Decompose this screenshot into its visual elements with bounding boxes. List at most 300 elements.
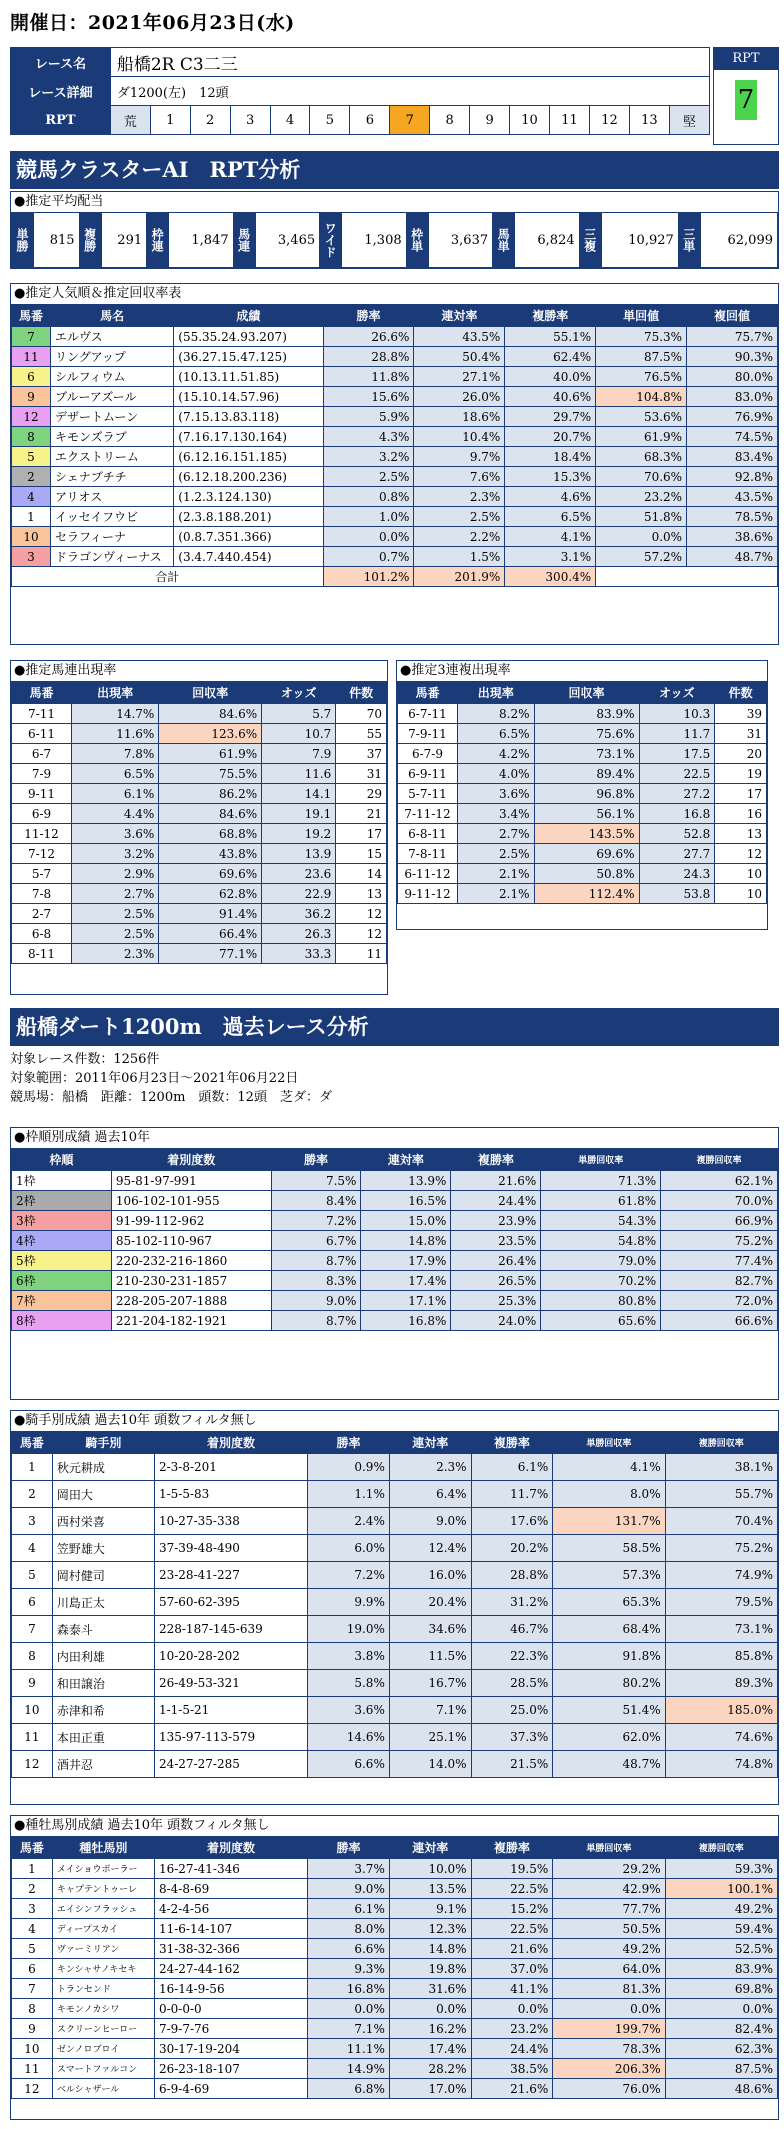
jockey-record: 26-49-53-321 <box>154 1670 307 1697</box>
jockey-rate: 6.6% <box>308 1751 390 1778</box>
sire-rate: 83.9% <box>665 1959 777 1979</box>
sire-rate: 49.2% <box>553 1939 665 1959</box>
sire-number: 4 <box>12 1919 53 1939</box>
umaren-cell: 17 <box>336 824 387 844</box>
jockey-rate: 25.0% <box>471 1697 553 1724</box>
sire-header: 着別度数 <box>154 1837 307 1859</box>
horse-number: 12 <box>12 407 51 427</box>
waku-caption: ●枠順別成績 過去10年 <box>14 1130 151 1145</box>
waku-rate: 23.5% <box>451 1231 541 1251</box>
umaren-header: 馬番 <box>12 682 72 704</box>
waku-rate: 54.3% <box>541 1211 661 1231</box>
jockey-header: 着別度数 <box>154 1432 307 1454</box>
waku-rate: 17.1% <box>361 1291 451 1311</box>
umaren-cell: 7-11 <box>12 704 72 724</box>
waku-row <box>12 1311 778 1331</box>
jockey-name: 笠野雄大 <box>52 1535 154 1562</box>
rpt-cell: 2 <box>190 106 230 135</box>
jockey-rate: 5.8% <box>308 1670 390 1697</box>
pop-fuku: 6.5% <box>505 507 596 527</box>
waku-header: 連対率 <box>361 1149 451 1171</box>
umaren-cell: 23.6 <box>262 864 336 884</box>
race-detail-label: レース詳細 <box>11 77 111 106</box>
umaren-cell: 36.2 <box>262 904 336 924</box>
jockey-header: 勝率 <box>308 1432 390 1454</box>
waku-name: 7枠 <box>12 1291 112 1311</box>
sanren-cell: 10.3 <box>639 704 715 724</box>
sire-record: 16-14-9-56 <box>154 1979 307 1999</box>
umaren-row <box>12 924 387 944</box>
waku-record: 228-205-207-1888 <box>111 1291 271 1311</box>
pop-ren: 18.6% <box>414 407 505 427</box>
pop-fk: 76.9% <box>687 407 778 427</box>
waku-row <box>12 1171 778 1191</box>
jockey-record: 2-3-8-201 <box>154 1454 307 1481</box>
sanren-cell: 50.8% <box>534 864 639 884</box>
sire-header: 勝率 <box>308 1837 390 1859</box>
jockey-number: 7 <box>12 1616 53 1643</box>
horse-name: エクストリーム <box>50 447 173 467</box>
pop-tan: 0.0% <box>596 527 687 547</box>
jockey-rate: 73.1% <box>665 1616 777 1643</box>
horse-record: (7.15.13.83.118) <box>174 407 323 427</box>
sire-rate: 81.3% <box>553 1979 665 1999</box>
pop-fuku: 4.6% <box>505 487 596 507</box>
popularity-box <box>10 283 779 645</box>
sanren-cell: 53.8 <box>639 884 715 904</box>
payout-table <box>11 212 778 268</box>
pop-fuku: 18.4% <box>505 447 596 467</box>
horse-number: 2 <box>12 467 51 487</box>
jockey-number: 4 <box>12 1535 53 1562</box>
sanren-cell: 83.9% <box>534 704 639 724</box>
sire-name: エイシンフラッシュ <box>52 1899 154 1919</box>
pop-win: 15.6% <box>323 387 414 407</box>
sanren-cell: 6-11-12 <box>398 864 458 884</box>
pop-fk: 74.5% <box>687 427 778 447</box>
waku-record: 221-204-182-1921 <box>111 1311 271 1331</box>
waku-rate: 25.3% <box>451 1291 541 1311</box>
waku-rate: 65.6% <box>541 1311 661 1331</box>
pop-fk: 90.3% <box>687 347 778 367</box>
jockey-record: 24-27-27-285 <box>154 1751 307 1778</box>
pop-row <box>12 467 778 487</box>
jockey-rate: 62.0% <box>553 1724 665 1751</box>
sanren-cell: 4.0% <box>458 764 535 784</box>
payout-value: 6,824 <box>515 213 580 268</box>
waku-rate: 7.2% <box>271 1211 361 1231</box>
waku-rate: 70.0% <box>661 1191 778 1211</box>
horse-name: ドラゴンヴィーナス <box>50 547 173 567</box>
jockey-row <box>12 1454 778 1481</box>
jockey-rate: 0.9% <box>308 1454 390 1481</box>
sanren-row <box>398 744 767 764</box>
pop-win: 1.0% <box>323 507 414 527</box>
sanren-cell: 10 <box>715 864 767 884</box>
sire-rate: 87.5% <box>665 2059 777 2079</box>
sanren-cell: 17 <box>715 784 767 804</box>
pop-header: 成績 <box>174 305 323 327</box>
sire-record: 31-38-32-366 <box>154 1939 307 1959</box>
sanren-cell: 17.5 <box>639 744 715 764</box>
popularity-table <box>11 304 778 587</box>
horse-number: 3 <box>12 547 51 567</box>
jockey-rate: 2.4% <box>308 1508 390 1535</box>
jockey-rate: 16.0% <box>389 1562 471 1589</box>
payout-label: 枠単 <box>406 213 428 268</box>
sanren-row <box>398 844 767 864</box>
waku-rate: 24.4% <box>451 1191 541 1211</box>
waku-header: 複勝回収率 <box>661 1149 778 1171</box>
waku-box <box>10 1127 779 1400</box>
pop-tan: 53.6% <box>596 407 687 427</box>
umaren-cell: 66.4% <box>159 924 262 944</box>
jockey-rate: 16.7% <box>389 1670 471 1697</box>
waku-rate: 17.4% <box>361 1271 451 1291</box>
waku-rate: 7.5% <box>271 1171 361 1191</box>
jockey-rate: 131.7% <box>553 1508 665 1535</box>
sire-rate: 19.5% <box>471 1859 553 1879</box>
umaren-cell: 84.6% <box>159 704 262 724</box>
jockey-number: 11 <box>12 1724 53 1751</box>
sire-rate: 21.6% <box>471 1939 553 1959</box>
pop-tan: 61.9% <box>596 427 687 447</box>
sanren-cell: 96.8% <box>534 784 639 804</box>
jockey-rate: 38.1% <box>665 1454 777 1481</box>
sire-rate: 49.2% <box>665 1899 777 1919</box>
rpt-cell: 堅 <box>669 106 709 135</box>
sire-table <box>11 1836 778 2099</box>
sanren-cell: 2.7% <box>458 824 535 844</box>
umaren-row <box>12 744 387 764</box>
waku-rate: 70.2% <box>541 1271 661 1291</box>
jockey-number: 12 <box>12 1751 53 1778</box>
sire-rate: 9.1% <box>389 1899 471 1919</box>
sanren-cell: 19 <box>715 764 767 784</box>
horse-record: (3.4.7.440.454) <box>174 547 323 567</box>
umaren-cell: 8-11 <box>12 944 72 964</box>
sanren-cell: 7-8-11 <box>398 844 458 864</box>
waku-rate: 8.7% <box>271 1311 361 1331</box>
pop-ren: 26.0% <box>414 387 505 407</box>
pop-ren: 43.5% <box>414 327 505 347</box>
umaren-row <box>12 784 387 804</box>
sire-record: 8-4-8-69 <box>154 1879 307 1899</box>
sanren-cell: 9-11-12 <box>398 884 458 904</box>
jockey-rate: 2.3% <box>389 1454 471 1481</box>
jockey-number: 2 <box>12 1481 53 1508</box>
sire-row <box>12 1859 778 1879</box>
payout-value: 62,099 <box>700 213 777 268</box>
waku-header: 複勝率 <box>451 1149 541 1171</box>
umaren-cell: 69.6% <box>159 864 262 884</box>
jockey-name: 岡田大 <box>52 1481 154 1508</box>
sanren-cell: 31 <box>715 724 767 744</box>
pop-ren: 2.3% <box>414 487 505 507</box>
past-count: 対象レース件数：1256件 <box>10 1052 160 1067</box>
pop-row <box>12 327 778 347</box>
sire-rate: 15.2% <box>471 1899 553 1919</box>
sanren-cell: 75.6% <box>534 724 639 744</box>
payout-value: 3,465 <box>255 213 320 268</box>
waku-rate: 80.8% <box>541 1291 661 1311</box>
sanren-row <box>398 824 767 844</box>
sire-rate: 22.5% <box>471 1879 553 1899</box>
sanren-cell: 4.2% <box>458 744 535 764</box>
sire-name: ヴァーミリアン <box>52 1939 154 1959</box>
sire-number: 1 <box>12 1859 53 1879</box>
rpt-box-label: RPT <box>714 48 778 70</box>
umaren-cell: 2-7 <box>12 904 72 924</box>
pop-win: 11.8% <box>323 367 414 387</box>
waku-name: 6枠 <box>12 1271 112 1291</box>
sire-rate: 0.0% <box>308 1999 390 2019</box>
jockey-row <box>12 1535 778 1562</box>
pop-header: 複回値 <box>687 305 778 327</box>
jockey-rate: 57.3% <box>553 1562 665 1589</box>
waku-row <box>12 1271 778 1291</box>
payout-label: 複勝 <box>79 213 101 268</box>
page-title: 開催日：2021年06月23日(水) <box>10 12 295 34</box>
jockey-rate: 6.4% <box>389 1481 471 1508</box>
jockey-rate: 14.0% <box>389 1751 471 1778</box>
sire-rate: 0.0% <box>553 1999 665 2019</box>
sire-number: 12 <box>12 2079 53 2099</box>
waku-row <box>12 1191 778 1211</box>
sire-rate: 64.0% <box>553 1959 665 1979</box>
pop-row <box>12 367 778 387</box>
waku-rate: 16.5% <box>361 1191 451 1211</box>
pop-total-win: 101.2% <box>323 567 414 587</box>
umaren-cell: 6-7 <box>12 744 72 764</box>
jockey-record: 23-28-41-227 <box>154 1562 307 1589</box>
race-name-label: レース名 <box>11 48 111 77</box>
sire-rate: 38.5% <box>471 2059 553 2079</box>
sanren-cell: 56.1% <box>534 804 639 824</box>
pop-tan: 68.3% <box>596 447 687 467</box>
umaren-cell: 7-9 <box>12 764 72 784</box>
jockey-header: 単勝回収率 <box>553 1432 665 1454</box>
waku-name: 5枠 <box>12 1251 112 1271</box>
jockey-rate: 8.0% <box>553 1481 665 1508</box>
past-range: 対象範囲：2011年06月23日～2021年06月22日 <box>10 1071 299 1086</box>
race-detail: ダ1200(左) 12頭 <box>110 77 709 106</box>
jockey-rate: 34.6% <box>389 1616 471 1643</box>
jockey-rate: 9.0% <box>389 1508 471 1535</box>
sanren-caption: ●推定3連複出現率 <box>400 663 511 678</box>
jockey-record: 228-187-145-639 <box>154 1616 307 1643</box>
pop-tan: 87.5% <box>596 347 687 367</box>
waku-record: 210-230-231-1857 <box>111 1271 271 1291</box>
umaren-row <box>12 864 387 884</box>
pop-ren: 10.4% <box>414 427 505 447</box>
jockey-rate: 28.8% <box>471 1562 553 1589</box>
payout-value: 815 <box>34 213 80 268</box>
sire-rate: 6.6% <box>308 1939 390 1959</box>
pop-fk: 48.7% <box>687 547 778 567</box>
jockey-caption: ●騎手別成績 過去10年 頭数フィルタ無し <box>14 1413 257 1428</box>
umaren-cell: 19.1 <box>262 804 336 824</box>
sire-rate: 31.6% <box>389 1979 471 1999</box>
sire-rate: 0.0% <box>389 1999 471 2019</box>
sire-name: スクリーンヒーロー <box>52 2019 154 2039</box>
sire-rate: 199.7% <box>553 2019 665 2039</box>
sire-rate: 41.1% <box>471 1979 553 1999</box>
jockey-rate: 89.3% <box>665 1670 777 1697</box>
jockey-rate: 6.1% <box>471 1454 553 1481</box>
sanren-cell: 89.4% <box>534 764 639 784</box>
sire-number: 9 <box>12 2019 53 2039</box>
sanren-cell: 10 <box>715 884 767 904</box>
pop-win: 3.2% <box>323 447 414 467</box>
jockey-row <box>12 1562 778 1589</box>
jockey-name: 酒井忍 <box>52 1751 154 1778</box>
jockey-rate: 51.4% <box>553 1697 665 1724</box>
sanren-cell: 5-7-11 <box>398 784 458 804</box>
umaren-cell: 14 <box>336 864 387 884</box>
waku-row <box>12 1211 778 1231</box>
jockey-rate: 22.3% <box>471 1643 553 1670</box>
umaren-row <box>12 904 387 924</box>
waku-rate: 13.9% <box>361 1171 451 1191</box>
sire-rate: 17.0% <box>389 2079 471 2099</box>
umaren-cell: 11-12 <box>12 824 72 844</box>
pop-tan: 57.2% <box>596 547 687 567</box>
umaren-cell: 15 <box>336 844 387 864</box>
sanren-cell: 27.2 <box>639 784 715 804</box>
jockey-number: 10 <box>12 1697 53 1724</box>
sanren-row <box>398 784 767 804</box>
payout-value: 1,308 <box>342 213 407 268</box>
jockey-row <box>12 1481 778 1508</box>
jockey-box <box>10 1410 779 1805</box>
horse-name: デザートムーン <box>50 407 173 427</box>
pop-header: 連対率 <box>414 305 505 327</box>
umaren-cell: 37 <box>336 744 387 764</box>
horse-record: (6.12.18.200.236) <box>174 467 323 487</box>
waku-row <box>12 1251 778 1271</box>
pop-tan: 75.3% <box>596 327 687 347</box>
rpt-cell: 7 <box>390 106 430 135</box>
jockey-rate: 37.3% <box>471 1724 553 1751</box>
umaren-cell: 7.9 <box>262 744 336 764</box>
jockey-rate: 58.5% <box>553 1535 665 1562</box>
jockey-row <box>12 1589 778 1616</box>
waku-name: 1枠 <box>12 1171 112 1191</box>
waku-rate: 14.8% <box>361 1231 451 1251</box>
sanren-cell: 69.6% <box>534 844 639 864</box>
waku-header: 単勝回収率 <box>541 1149 661 1171</box>
pop-row <box>12 427 778 447</box>
sanren-header: オッズ <box>639 682 715 704</box>
jockey-rate: 75.2% <box>665 1535 777 1562</box>
sire-rate: 76.0% <box>553 2079 665 2099</box>
waku-table <box>11 1148 778 1331</box>
horse-name: シルフィウム <box>50 367 173 387</box>
umaren-row <box>12 944 387 964</box>
waku-rate: 79.0% <box>541 1251 661 1271</box>
pop-total-fuku: 300.4% <box>505 567 596 587</box>
jockey-rate: 21.5% <box>471 1751 553 1778</box>
umaren-cell: 11.6 <box>262 764 336 784</box>
sire-rate: 78.3% <box>553 2039 665 2059</box>
sire-row <box>12 2019 778 2039</box>
pop-row <box>12 447 778 467</box>
pop-fuku: 4.1% <box>505 527 596 547</box>
umaren-cell: 55 <box>336 724 387 744</box>
pop-tan: 23.2% <box>596 487 687 507</box>
race-info-table <box>10 47 710 135</box>
past-section-title: 船橋ダート1200m 過去レース分析 <box>10 1008 779 1046</box>
sire-header: 馬番 <box>12 1837 53 1859</box>
waku-rate: 8.7% <box>271 1251 361 1271</box>
waku-name: 3枠 <box>12 1211 112 1231</box>
sanren-cell: 6.5% <box>458 724 535 744</box>
waku-record: 85-102-110-967 <box>111 1231 271 1251</box>
jockey-rate: 14.6% <box>308 1724 390 1751</box>
jockey-rate: 6.0% <box>308 1535 390 1562</box>
horse-number: 7 <box>12 327 51 347</box>
waku-rate: 75.2% <box>661 1231 778 1251</box>
sire-name: トランセンド <box>52 1979 154 1999</box>
sire-header: 種牡馬別 <box>52 1837 154 1859</box>
sire-rate: 9.3% <box>308 1959 390 1979</box>
pop-tan: 70.6% <box>596 467 687 487</box>
pop-row <box>12 507 778 527</box>
jockey-name: 和田譲治 <box>52 1670 154 1697</box>
sire-number: 11 <box>12 2059 53 2079</box>
rpt-cell: 10 <box>510 106 550 135</box>
umaren-cell: 2.5% <box>72 904 159 924</box>
umaren-header: 出現率 <box>72 682 159 704</box>
sanren-header: 馬番 <box>398 682 458 704</box>
sanren-cell: 73.1% <box>534 744 639 764</box>
jockey-number: 9 <box>12 1670 53 1697</box>
waku-record: 91-99-112-962 <box>111 1211 271 1231</box>
jockey-name: 赤津和希 <box>52 1697 154 1724</box>
jockey-table <box>11 1431 778 1778</box>
horse-name: セラフィーナ <box>50 527 173 547</box>
sire-rate: 11.1% <box>308 2039 390 2059</box>
umaren-cell: 43.8% <box>159 844 262 864</box>
waku-rate: 8.4% <box>271 1191 361 1211</box>
umaren-cell: 31 <box>336 764 387 784</box>
sire-rate: 12.3% <box>389 1919 471 1939</box>
umaren-cell: 14.7% <box>72 704 159 724</box>
waku-rate: 62.1% <box>661 1171 778 1191</box>
umaren-cell: 33.3 <box>262 944 336 964</box>
sire-record: 6-9-4-69 <box>154 2079 307 2099</box>
umaren-cell: 13.9 <box>262 844 336 864</box>
horse-record: (15.10.14.57.96) <box>174 387 323 407</box>
umaren-cell: 62.8% <box>159 884 262 904</box>
horse-record: (1.2.3.124.130) <box>174 487 323 507</box>
sire-header: 複勝回収率 <box>665 1837 777 1859</box>
sire-row <box>12 1959 778 1979</box>
jockey-rate: 25.1% <box>389 1724 471 1751</box>
horse-record: (2.3.8.188.201) <box>174 507 323 527</box>
past-cond: 競馬場：船橋 距離：1200m 頭数：12頭 芝ダ：ダ <box>10 1090 332 1105</box>
jockey-rate: 85.8% <box>665 1643 777 1670</box>
umaren-cell: 2.7% <box>72 884 159 904</box>
sanren-cell: 3.4% <box>458 804 535 824</box>
pop-ren: 50.4% <box>414 347 505 367</box>
umaren-cell: 6-8 <box>12 924 72 944</box>
sire-row <box>12 2079 778 2099</box>
jockey-name: 内田利雄 <box>52 1643 154 1670</box>
waku-record: 106-102-101-955 <box>111 1191 271 1211</box>
pop-fuku: 20.7% <box>505 427 596 447</box>
